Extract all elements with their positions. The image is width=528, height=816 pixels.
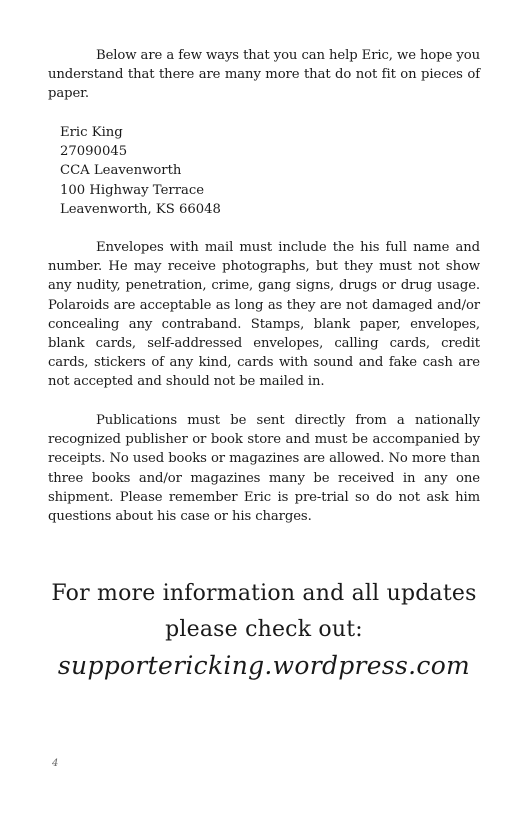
intro-paragraph: Below are a few ways that you can help Eric, we hope you understand that there are many more that do not fit on pieces of paper.: [48, 48, 480, 102]
closing-line-2: please check out:: [165, 617, 363, 642]
website-url: supportericking.wordpress.com: [57, 651, 471, 680]
address-inmate-number: 27090045: [60, 144, 128, 160]
publications-paragraph: Publications must be sent directly from a nationally recognized publisher or book store and must be accompanied by receipts. No used books or magazines are allowed. No more than three books and/or magazines many be received in any one shipment. Please remember Eric is pre-trial so do not ask him questions about his case or his charges.: [48, 413, 480, 525]
address-name: Eric King: [60, 125, 123, 140]
mailing-address: [60, 123, 221, 219]
address-city-state-zip: Leavenworth, KS 66048: [60, 201, 221, 217]
closing-line-1: For more information and all updates: [51, 581, 477, 606]
mail-rules-paragraph: Envelopes with mail must include the his full name and number. He may receive photographs, but they must not show any nudity, penetration, crime, gang signs, drugs or drug usage. Polaroids are acceptable as long as they are not damaged and/or concealing any contraband. Stamps, blank paper, envelopes, blank cards, self-addressed envelopes, calling cards, credit cards, stickers of any kind, cards with sound and fake cash are not accepted and should not be mailed in.: [48, 240, 480, 390]
page-number: 4: [52, 758, 59, 769]
address-street: 100 Highway Terrace: [60, 182, 205, 198]
address-facility: CCA Leavenworth: [60, 163, 182, 179]
